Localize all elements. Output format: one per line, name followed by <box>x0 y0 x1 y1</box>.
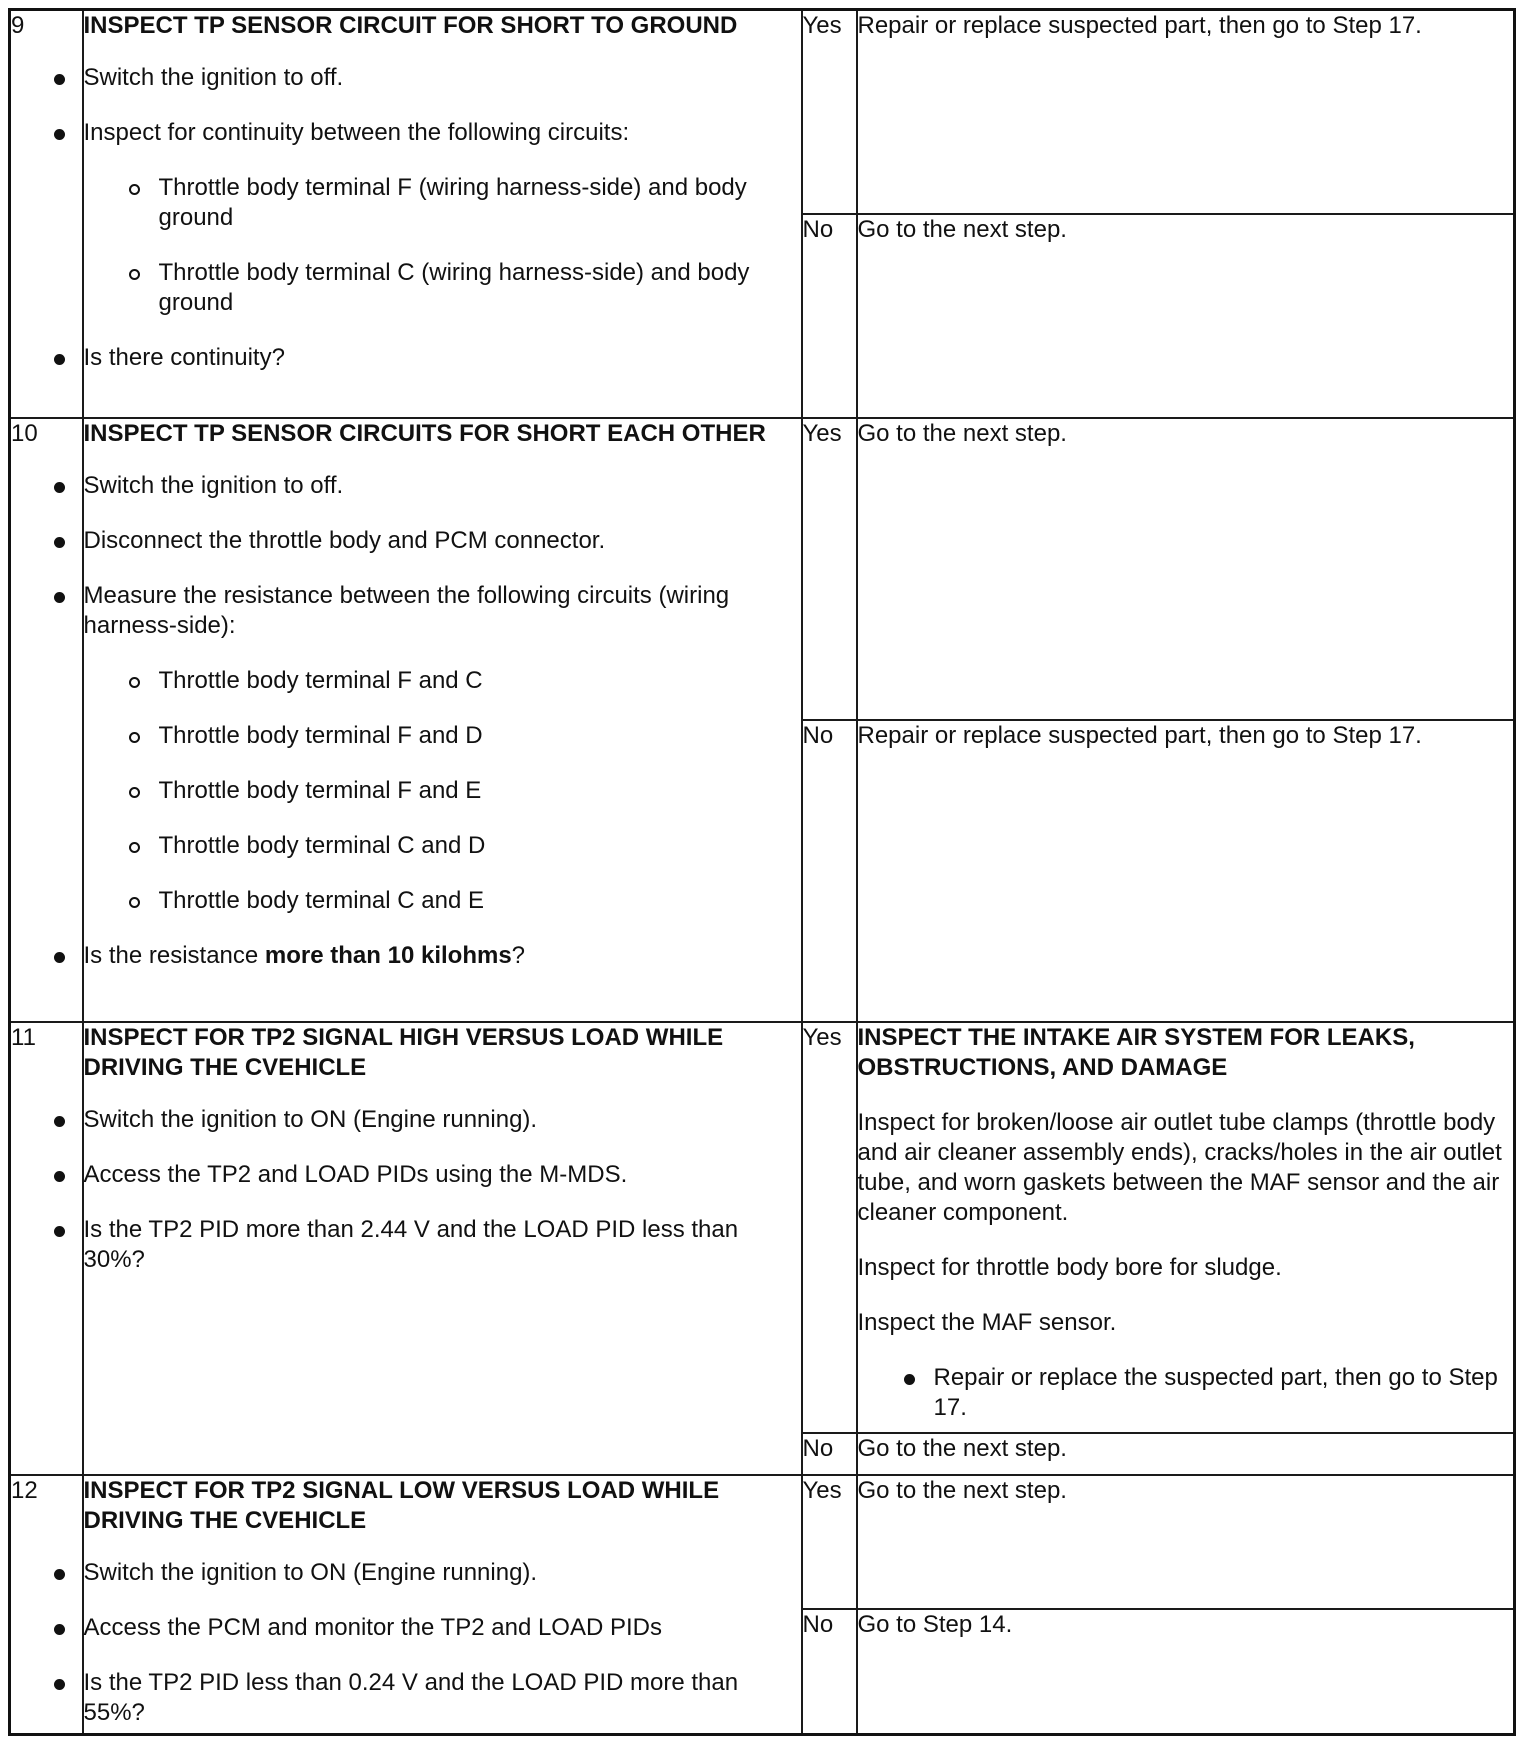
sub-list <box>84 666 801 916</box>
step-9-yes-row <box>10 10 1515 214</box>
no-result: Go to the next step. <box>857 1433 1515 1475</box>
step-12-action <box>83 1475 802 1735</box>
step-heading: INSPECT TP SENSOR CIRCUITS FOR SHORT EACH OTHER <box>83 419 766 447</box>
action-text: Measure the resistance between the following circuits (wiring harness-side): <box>83 581 730 639</box>
list-item <box>84 581 801 916</box>
result-list <box>858 1363 1514 1423</box>
yes-result <box>857 1022 1515 1433</box>
step-heading: INSPECT TP SENSOR CIRCUIT FOR SHORT TO GROUND <box>83 12 738 39</box>
no-result: Go to Step 14. <box>857 1609 1515 1735</box>
diagnostic-table <box>8 8 1516 1736</box>
list-item: Disconnect the throttle body and PCM connector. <box>84 526 801 556</box>
action-list <box>84 1105 801 1275</box>
yes-result: Go to the next step. <box>857 418 1515 720</box>
list-item: Repair or replace the suspected part, then go to Step 17. <box>934 1363 1514 1423</box>
sub-list <box>84 173 801 318</box>
list-item: Access the TP2 and LOAD PIDs using the M-MDS. <box>84 1160 801 1190</box>
action-text: Inspect for continuity between the following circuits: <box>83 119 630 146</box>
list-item: Switch the ignition to ON (Engine running). <box>84 1558 801 1588</box>
step-number: 10 <box>10 418 83 1022</box>
sub-list-item: Throttle body terminal F (wiring harness-side) and body ground <box>159 173 801 233</box>
result-heading: INSPECT THE INTAKE AIR SYSTEM FOR LEAKS, OBSTRUCTIONS, AND DAMAGE <box>857 1023 1415 1081</box>
step-11-yes-row <box>10 1022 1515 1433</box>
list-item <box>84 941 801 971</box>
yes-label: Yes <box>802 1475 857 1609</box>
no-result: Go to the next step. <box>857 214 1515 418</box>
step-10-yes-row <box>10 418 1515 720</box>
yes-label: Yes <box>802 10 857 214</box>
sub-list-item: Throttle body terminal F and D <box>159 721 801 751</box>
sub-list-item: Throttle body terminal C and E <box>159 886 801 916</box>
step-12-yes-row <box>10 1475 1515 1609</box>
result-paragraph: Inspect for throttle body bore for sludge. <box>857 1253 1282 1281</box>
no-label: No <box>802 720 857 1022</box>
no-label: No <box>802 214 857 418</box>
yes-result: Repair or replace suspected part, then go to Step 17. <box>857 10 1515 214</box>
no-label: No <box>802 1609 857 1735</box>
list-item <box>84 118 801 318</box>
yes-label: Yes <box>802 1022 857 1433</box>
step-heading: INSPECT FOR TP2 SIGNAL LOW VERSUS LOAD WHILE DRIVING THE CVEHICLE <box>83 1476 720 1534</box>
list-item: Switch the ignition to off. <box>84 471 801 501</box>
step-number: 9 <box>10 10 83 418</box>
yes-label: Yes <box>802 418 857 720</box>
action-list <box>84 1558 801 1728</box>
result-paragraph: Inspect for broken/loose air outlet tube clamps (throttle body and air cleaner assembly ends), cracks/holes in the air outlet tube, and worn gaskets between the MAF sensor and the air cleaner component. <box>857 1108 1502 1226</box>
step-number: 11 <box>10 1022 83 1475</box>
list-item: Is the TP2 PID more than 2.44 V and the LOAD PID less than 30%? <box>84 1215 801 1275</box>
no-label: No <box>802 1433 857 1475</box>
list-item: Access the PCM and monitor the TP2 and LOAD PIDs <box>84 1613 801 1643</box>
action-list <box>84 471 801 971</box>
no-result: Repair or replace suspected part, then go to Step 17. <box>857 720 1515 1022</box>
step-number: 12 <box>10 1475 83 1735</box>
list-item: Switch the ignition to ON (Engine running). <box>84 1105 801 1135</box>
sub-list-item: Throttle body terminal F and E <box>159 776 801 806</box>
list-item: Is there continuity? <box>84 343 801 373</box>
sub-list-item: Throttle body terminal C and D <box>159 831 801 861</box>
step-11-action <box>83 1022 802 1475</box>
list-item: Switch the ignition to off. <box>84 63 801 93</box>
sub-list-item: Throttle body terminal F and C <box>159 666 801 696</box>
question-suffix: ? <box>511 941 526 969</box>
action-list <box>84 63 801 373</box>
result-paragraph: Inspect the MAF sensor. <box>857 1308 1117 1336</box>
question-prefix: Is the resistance <box>83 941 265 969</box>
step-10-action <box>83 418 802 1022</box>
yes-result: Go to the next step. <box>857 1475 1515 1609</box>
step-9-action <box>83 10 802 418</box>
sub-list-item: Throttle body terminal C (wiring harness-side) and body ground <box>159 258 801 318</box>
question-emphasis: more than 10 kilohms <box>264 941 512 969</box>
step-heading: INSPECT FOR TP2 SIGNAL HIGH VERSUS LOAD WHILE DRIVING THE CVEHICLE <box>83 1023 724 1081</box>
list-item: Is the TP2 PID less than 0.24 V and the LOAD PID more than 55%? <box>84 1668 801 1728</box>
